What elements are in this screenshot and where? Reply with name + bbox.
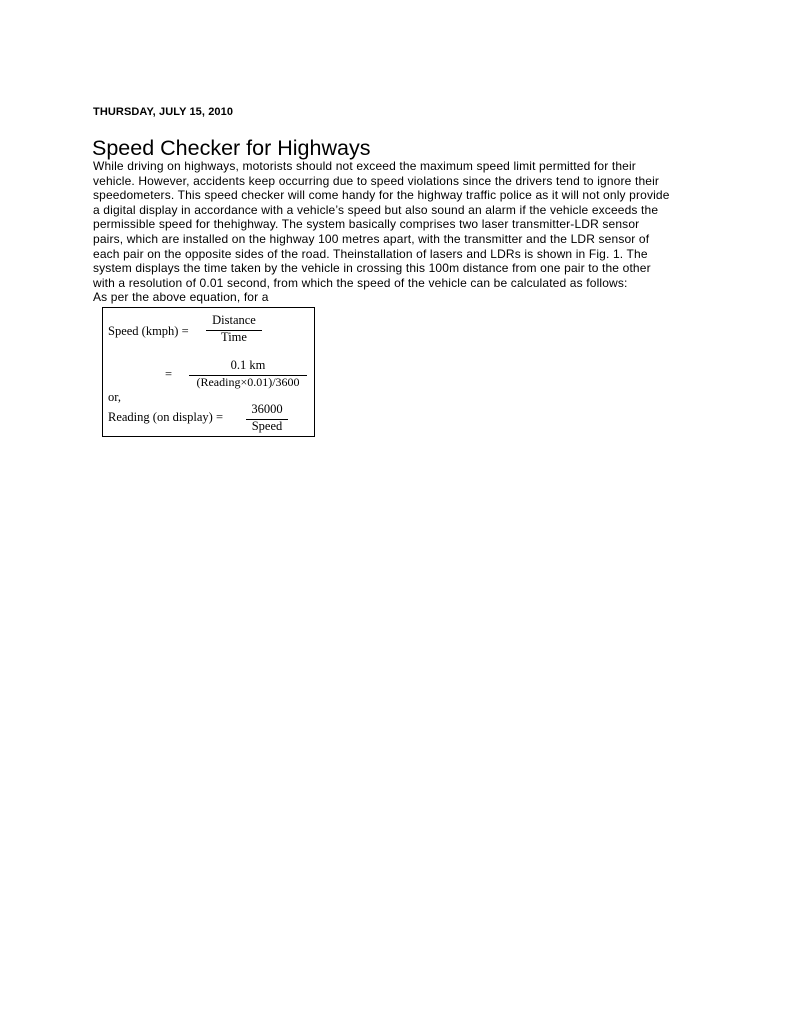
body-line: permissible speed for thehighway. The system basically comprises two laser transmitter-LDR sensor	[93, 217, 640, 232]
body-line: each pair on the opposite sides of the road. Theinstallation of lasers and LDRs is shown in Fig. 1. The	[93, 246, 648, 261]
body-line: system displays the time taken by the vehicle in crossing this 100m distance from one pair to the other	[93, 261, 651, 276]
denominator-reading: (Reading×0.01)/3600	[196, 375, 300, 389]
or-label: or,	[108, 390, 122, 404]
time-denominator: Time	[221, 330, 247, 344]
numerator-distance-km: 0.1 km	[230, 358, 266, 372]
equals-sign: =	[165, 367, 173, 381]
denominator-speed: Speed	[251, 419, 283, 433]
reading-label: Reading (on display) =	[108, 410, 224, 424]
distance-numerator: Distance	[212, 313, 256, 327]
body-line: As per the above equation, for a	[93, 290, 269, 305]
post-body	[93, 159, 713, 305]
speed-label: Speed (kmph) =	[108, 324, 189, 338]
body-line: While driving on highways, motorists should not exceed the maximum speed limit permitted for their	[93, 159, 636, 173]
formula-image	[102, 307, 315, 437]
body-line: speedometers. This speed checker will come handy for the highway traffic police as it will not only provide	[93, 188, 670, 203]
body-line: with a resolution of 0.01 second, from which the speed of the vehicle can be calculated as follows:	[93, 275, 628, 290]
post-date: THURSDAY, JULY 15, 2010	[93, 106, 234, 118]
numerator-36000: 36000	[251, 402, 283, 416]
body-line: pairs, which are installed on the highway 100 metres apart, with the transmitter and the LDR sensor of	[93, 231, 650, 246]
body-line: a digital display in accordance with a vehicle’s speed but also sound an alarm if the vehicle exceeds the	[93, 202, 659, 217]
post-title[interactable]: Speed Checker for Highways	[92, 136, 371, 160]
body-line: vehicle. However, accidents keep occurring due to speed violations since the drivers tend to ignore their	[93, 173, 660, 188]
